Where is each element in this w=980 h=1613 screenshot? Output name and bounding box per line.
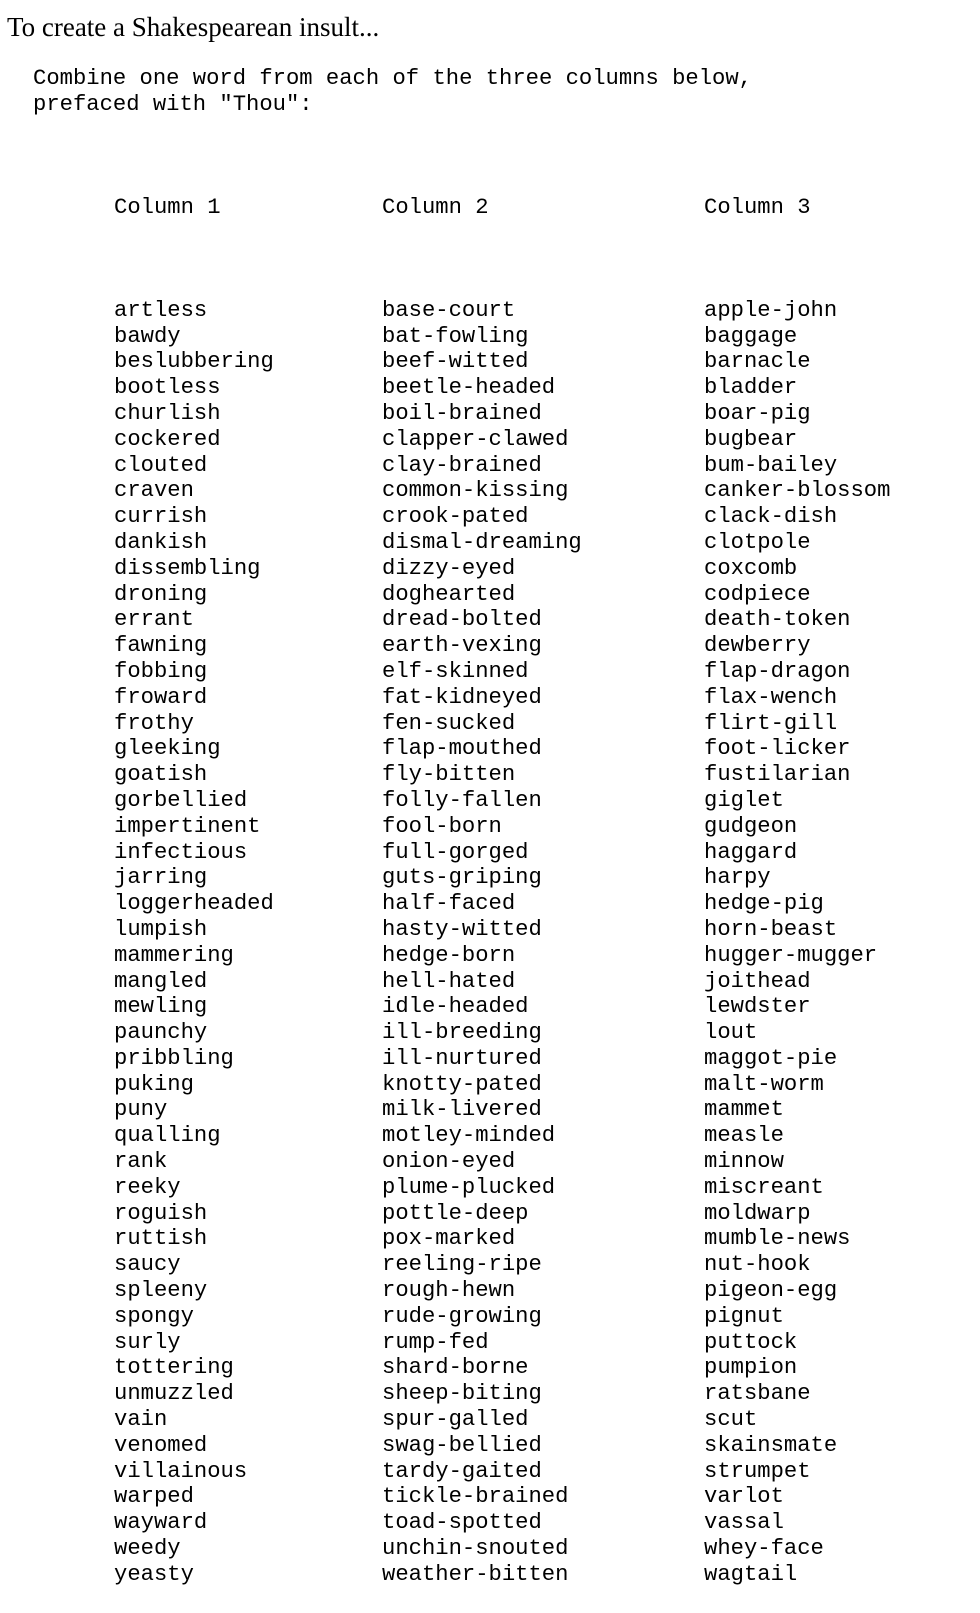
word-item: minnow	[704, 1149, 784, 1175]
word-item: churlish	[114, 400, 221, 426]
column-3	[704, 143, 890, 1613]
word-item: tottering	[114, 1355, 234, 1381]
word-item: dewberry	[704, 633, 811, 659]
word-item: tickle-brained	[382, 1484, 569, 1510]
word-item: giglet	[704, 787, 784, 813]
word-item: codpiece	[704, 581, 811, 607]
word-item: mumble-news	[704, 1226, 851, 1252]
column-header: Column 2	[382, 194, 489, 220]
word-item: dizzy-eyed	[382, 555, 516, 581]
word-item: jarring	[114, 865, 208, 891]
word-item: clapper-clawed	[382, 426, 569, 452]
instructions-line-2: prefaced with "Thou":	[33, 92, 313, 117]
word-item: miscreant	[704, 1174, 824, 1200]
word-item: fawning	[114, 633, 208, 659]
word-item: goatish	[114, 762, 208, 788]
word-item: gleeking	[114, 736, 221, 762]
word-item: varlot	[704, 1484, 784, 1510]
word-item: dread-bolted	[382, 607, 542, 633]
word-item: clotpole	[704, 529, 811, 555]
word-item: beslubbering	[114, 349, 274, 375]
word-item: weather-bitten	[382, 1561, 569, 1587]
word-item: skainsmate	[704, 1432, 838, 1458]
word-item: baggage	[704, 323, 798, 349]
word-item: flap-dragon	[704, 658, 851, 684]
word-item: mammet	[704, 1097, 784, 1123]
word-item: ratsbane	[704, 1381, 811, 1407]
word-item: folly-fallen	[382, 787, 542, 813]
word-item: flap-mouthed	[382, 736, 542, 762]
word-item: errant	[114, 607, 194, 633]
word-item: dissembling	[114, 555, 261, 581]
word-item: fly-bitten	[382, 762, 516, 788]
word-item: idle-headed	[382, 994, 529, 1020]
word-item: bugbear	[704, 426, 798, 452]
word-item: loggerheaded	[114, 891, 274, 917]
word-item: bawdy	[114, 323, 181, 349]
word-item: bladder	[704, 375, 798, 401]
word-item: common-kissing	[382, 478, 569, 504]
word-item: boar-pig	[704, 400, 811, 426]
word-item: roguish	[114, 1200, 208, 1226]
word-item: horn-beast	[704, 916, 838, 942]
word-item: ill-breeding	[382, 1020, 542, 1046]
word-item: pottle-deep	[382, 1200, 529, 1226]
word-item: base-court	[382, 297, 516, 323]
word-item: wagtail	[704, 1561, 798, 1587]
word-item: spongy	[114, 1303, 194, 1329]
word-item: half-faced	[382, 891, 516, 917]
word-item: rank	[114, 1149, 168, 1175]
word-item: full-gorged	[382, 839, 529, 865]
word-item: vassal	[704, 1510, 784, 1536]
word-list	[382, 298, 582, 1588]
word-item: guts-griping	[382, 865, 542, 891]
word-item: sheep-biting	[382, 1381, 542, 1407]
word-item: yeasty	[114, 1561, 194, 1587]
word-item: artless	[114, 297, 208, 323]
word-list	[114, 298, 274, 1588]
word-item: moldwarp	[704, 1200, 811, 1226]
word-item: bootless	[114, 375, 221, 401]
word-item: venomed	[114, 1432, 208, 1458]
word-item: motley-minded	[382, 1123, 556, 1149]
word-item: crook-pated	[382, 504, 529, 530]
word-item: ill-nurtured	[382, 1045, 542, 1071]
word-item: flax-wench	[704, 684, 838, 710]
word-item: cockered	[114, 426, 221, 452]
word-item: saucy	[114, 1252, 181, 1278]
word-item: knotty-pated	[382, 1071, 542, 1097]
word-item: ruttish	[114, 1226, 208, 1252]
instructions-line-1: Combine one word from each of the three columns below,	[33, 66, 752, 91]
word-item: fool-born	[382, 813, 502, 839]
word-item: lewdster	[704, 994, 811, 1020]
word-item: mewling	[114, 994, 208, 1020]
word-item: swag-bellied	[382, 1432, 542, 1458]
instructions	[33, 66, 752, 118]
word-item: joithead	[704, 968, 811, 994]
word-item: maggot-pie	[704, 1045, 838, 1071]
word-item: dismal-dreaming	[382, 529, 582, 555]
word-item: fobbing	[114, 658, 208, 684]
word-item: canker-blossom	[704, 478, 891, 504]
word-item: pumpion	[704, 1355, 798, 1381]
word-item: coxcomb	[704, 555, 798, 581]
word-item: elf-skinned	[382, 658, 529, 684]
word-item: hell-hated	[382, 968, 516, 994]
word-item: barnacle	[704, 349, 811, 375]
word-item: boil-brained	[382, 400, 542, 426]
word-item: flirt-gill	[704, 710, 838, 736]
word-item: plume-plucked	[382, 1174, 556, 1200]
word-item: rough-hewn	[382, 1278, 516, 1304]
word-item: fat-kidneyed	[382, 684, 542, 710]
word-item: dankish	[114, 529, 208, 555]
word-item: reeky	[114, 1174, 181, 1200]
word-item: spur-galled	[382, 1407, 529, 1433]
word-item: bat-fowling	[382, 323, 529, 349]
word-item: tardy-gaited	[382, 1458, 542, 1484]
word-item: pignut	[704, 1303, 784, 1329]
word-item: shard-borne	[382, 1355, 529, 1381]
word-item: hedge-born	[382, 942, 516, 968]
word-item: strumpet	[704, 1458, 811, 1484]
word-item: unchin-snouted	[382, 1536, 569, 1562]
word-item: fen-sucked	[382, 710, 516, 736]
word-item: villainous	[114, 1458, 248, 1484]
word-item: pribbling	[114, 1045, 234, 1071]
word-item: gudgeon	[704, 813, 798, 839]
word-item: impertinent	[114, 813, 261, 839]
word-item: frothy	[114, 710, 194, 736]
word-item: warped	[114, 1484, 194, 1510]
column-1	[114, 143, 274, 1613]
word-item: puking	[114, 1071, 194, 1097]
word-item: malt-worm	[704, 1071, 824, 1097]
word-item: droning	[114, 581, 208, 607]
word-item: rump-fed	[382, 1329, 489, 1355]
word-item: doghearted	[382, 581, 516, 607]
word-item: harpy	[704, 865, 771, 891]
word-item: earth-vexing	[382, 633, 542, 659]
word-item: surly	[114, 1329, 181, 1355]
word-item: reeling-ripe	[382, 1252, 542, 1278]
word-item: bum-bailey	[704, 452, 838, 478]
word-item: onion-eyed	[382, 1149, 516, 1175]
column-2	[382, 143, 582, 1613]
word-item: clouted	[114, 452, 208, 478]
word-item: lumpish	[114, 916, 208, 942]
word-item: beef-witted	[382, 349, 529, 375]
word-item: froward	[114, 684, 208, 710]
column-header: Column 1	[114, 194, 221, 220]
word-item: rude-growing	[382, 1303, 542, 1329]
word-item: paunchy	[114, 1020, 208, 1046]
word-item: haggard	[704, 839, 798, 865]
word-item: currish	[114, 504, 208, 530]
word-item: hugger-mugger	[704, 942, 878, 968]
word-item: hedge-pig	[704, 891, 824, 917]
word-item: toad-spotted	[382, 1510, 542, 1536]
word-item: beetle-headed	[382, 375, 556, 401]
word-item: pox-marked	[382, 1226, 516, 1252]
word-item: mammering	[114, 942, 234, 968]
word-item: mangled	[114, 968, 208, 994]
word-item: foot-licker	[704, 736, 851, 762]
word-item: gorbellied	[114, 787, 248, 813]
word-item: craven	[114, 478, 194, 504]
word-item: apple-john	[704, 297, 838, 323]
word-item: puttock	[704, 1329, 798, 1355]
word-item: death-token	[704, 607, 851, 633]
word-item: spleeny	[114, 1278, 208, 1304]
word-item: nut-hook	[704, 1252, 811, 1278]
column-header: Column 3	[704, 194, 811, 220]
word-item: pigeon-egg	[704, 1278, 838, 1304]
word-item: qualling	[114, 1123, 221, 1149]
word-item: scut	[704, 1407, 758, 1433]
word-item: lout	[704, 1020, 758, 1046]
word-item: vain	[114, 1407, 168, 1433]
word-item: clack-dish	[704, 504, 838, 530]
word-item: weedy	[114, 1536, 181, 1562]
word-item: hasty-witted	[382, 916, 542, 942]
word-item: wayward	[114, 1510, 208, 1536]
word-list	[704, 298, 890, 1588]
word-item: infectious	[114, 839, 248, 865]
word-item: clay-brained	[382, 452, 542, 478]
page-title: To create a Shakespearean insult...	[7, 12, 380, 42]
word-item: milk-livered	[382, 1097, 542, 1123]
word-item: unmuzzled	[114, 1381, 234, 1407]
word-item: puny	[114, 1097, 168, 1123]
word-item: fustilarian	[704, 762, 851, 788]
word-item: measle	[704, 1123, 784, 1149]
word-item: whey-face	[704, 1536, 824, 1562]
